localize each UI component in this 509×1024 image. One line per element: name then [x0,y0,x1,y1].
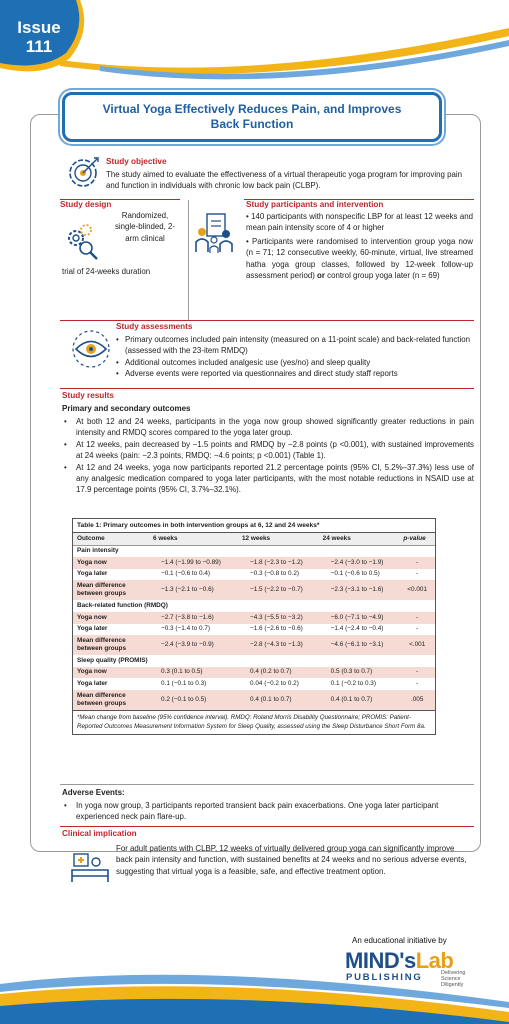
table-header-cell: p-value [399,533,435,545]
table-grid [73,533,435,710]
participants-bullet-2-pre: • Participants were randomised to intervention group yoga now (n = 71; 12 consecutive weekly, 60-minute, virtual, live streamed hatha yoga group classes, followed by 12-week follow-up assessment period) [246,236,473,281]
table-cell: - [399,557,435,569]
issue-word: Issue [17,18,61,37]
table-row-label: Yoga later [73,678,149,690]
title-box [62,92,442,142]
participants-bullet-2 [246,236,473,282]
table-group-row [73,655,435,667]
table-row-label: Mean difference between groups [73,580,149,600]
table-cell: 0.4 (0.2 to 0.7) [238,667,319,679]
bottom-wave-decoration [0,964,509,1024]
table-row [73,624,435,636]
results-heading: Study results [62,391,114,400]
table-group-label: Sleep quality (PROMIS) [73,655,435,667]
logo-tagline-line: Delivering [441,970,466,976]
assessment-item: • Primary outcomes included pain intensity (measured on a 11-point scale) and back-related function (assessed with the 23-item RMDQ) [116,334,476,357]
table-cell: 0.5 (0.3 to 0.7) [319,667,400,679]
clinical-heading: Clinical implication [62,829,137,838]
table-cell: −2.4 (−3.9 to −0.9) [149,635,238,655]
table-header-cell: 12 weeks [238,533,319,545]
table-cell: −2.8 (−4.3 to −1.3) [238,635,319,655]
logo-publishing: PUBLISHING [346,972,423,983]
table-cell: 0.2 (−0.1 to 0.5) [149,690,238,710]
table-row [73,690,435,710]
outcomes-table [72,518,436,735]
table-group-label: Back-related function (RMDQ) [73,600,435,612]
target-icon [65,155,101,191]
table-row [73,678,435,690]
table-cell: −2.3 (−3.1 to −1.6) [319,580,400,600]
table-cell: −1.4 (−2.4 to −0.4) [319,624,400,636]
table-row-label: Mean difference between groups [73,690,149,710]
objective-heading: Study objective [106,157,167,166]
design-heading: Study design [60,200,112,209]
column-divider [188,200,189,320]
table-cell: −0.3 (−1.4 to 0.7) [149,624,238,636]
design-text-b: trial of 24-weeks duration [62,267,151,276]
table-header-cell: 6 weeks [149,533,238,545]
table-row-label: Yoga later [73,569,149,581]
table-row [73,635,435,655]
assessments-divider [60,320,474,321]
table-row-label: Yoga now [73,667,149,679]
table-group-row [73,600,435,612]
adverse-item: • In yoga now group, 3 participants reported transient back pain exacerbations. One yoga later participant experienced neck pain flare-up. [62,800,474,823]
eye-analysis-icon [70,328,112,370]
participants-icon [193,212,235,256]
table-header-cell: Outcome [73,533,149,545]
table-cell: 0.04 (−0.2 to 0.2) [238,678,319,690]
table-cell: −0.1 (−0.6 to 0.4) [149,569,238,581]
results-subheading: Primary and secondary outcomes [62,404,191,413]
adverse-divider [60,784,474,785]
table-cell: <.001 [399,635,435,655]
table-header-row [73,533,435,545]
participants-bullet-1: • 140 participants with nonspecific LBP for at least 12 weeks and mean pain intensity score of 4 or higher [246,212,473,233]
results-list [62,416,474,496]
table-row-label: Yoga now [73,612,149,624]
table-row-label: Mean difference between groups [73,635,149,655]
table-cell: −2.4 (−3.0 to −1.9) [319,557,400,569]
assessments-list [116,334,476,380]
table-cell: −4.3 (−5.5 to −3.2) [238,612,319,624]
logo-tagline-line: Science [441,976,461,983]
adverse-heading: Adverse Events: [62,788,125,797]
logo-tagline-line: Diligently [441,982,464,989]
issue-number: 111 [25,37,53,56]
hospital-bed-icon [70,850,110,886]
table-group-label: Pain intensity [73,545,435,557]
table-cell: - [399,569,435,581]
initiative-text: An educational initiative by [352,936,447,945]
table-cell: - [399,612,435,624]
table-cell: - [399,624,435,636]
table-cell: −0.1 (−0.6 to 0.5) [319,569,400,581]
participants-text [246,211,473,281]
table-cell: 0.3 (0.1 to 0.5) [149,667,238,679]
assessments-heading: Study assessments [116,322,193,331]
table-cell: 0.1 (−0.2 to 0.3) [319,678,400,690]
table-row [73,569,435,581]
logo-lab-text: Lab [415,948,454,973]
page-title: Virtual Yoga Effectively Reduces Pain, and Improves Back Function [102,102,402,131]
table-row [73,580,435,600]
table-cell: −1.4 (−1.99 to −0.89) [149,557,238,569]
table-cell: - [399,678,435,690]
table-cell: −1.6 (−2.6 to −0.6) [238,624,319,636]
table-footnote: *Mean change from baseline (95% confidence interval). RMDQ: Roland Morris Disability Questionnaire; PROMIS: Patient-Reported Outcomes Measurement Information System for Sleep Quality, assessed using the Sleep Disturbance Short Form 8a. [73,710,435,734]
table-cell: 0.1 (−0.1 to 0.3) [149,678,238,690]
table-row [73,667,435,679]
table-row-label: Yoga now [73,557,149,569]
result-item: • At 12 weeks, pain decreased by −1.5 points and RMDQ by −2.8 points (p <0.001), with sustained improvements at 24 weeks (pain: −2.3 points, RMDQ: −4.6 points; p <0.001) (Table 1). [62,439,474,462]
result-item: • At 12 and 24 weeks, yoga now participants reported 21.2 percentage points (95% CI, 5.2%–37.3%) less use of any analgesic medication compared to yoga later participants, with the most notable reductions in NSAID use at 17.9 percentage points (95% CI, 3.7%–32.1%). [62,462,474,496]
table-body [73,545,435,710]
issue-label [0,18,78,56]
participants-bullet-2-or: or [317,271,325,281]
objective-text: The study aimed to evaluate the effectiveness of a virtual therapeutic yoga program for improving pain and function in individuals with chronic low back pain (CLBP). [106,170,463,191]
table-group-row [73,545,435,557]
table-header-cell: 24 weeks [319,533,400,545]
design-text-a: Randomized, single-blinded, 2-arm clinical [114,211,176,243]
table-cell: −0.3 (−0.8 to 0.2) [238,569,319,581]
table-cell: −2.7 (−3.8 to −1.6) [149,612,238,624]
table-cell: - [399,667,435,679]
table-row [73,612,435,624]
table-row-label: Yoga later [73,624,149,636]
table-cell: 0.4 (0.1 to 0.7) [238,690,319,710]
participants-heading: Study participants and intervention [246,200,384,209]
clinical-divider [60,826,474,827]
logo-main-text: MIND's [345,948,416,973]
table-cell: −1.3 (−2.1 to −0.6) [149,580,238,600]
assessment-item: • Adverse events were reported via questionnaires and direct study staff reports [116,368,476,379]
table-cell: −1.8 (−2.3 to −1.2) [238,557,319,569]
table-cell: −1.5 (−2.2 to −0.7) [238,580,319,600]
table-cell: .005 [399,690,435,710]
assessment-item: • Additional outcomes included analgesic use (yes/no) and sleep quality [116,357,476,368]
table-cell: 0.4 (0.1 to 0.7) [319,690,400,710]
table-row [73,557,435,569]
clinical-text: For adult patients with CLBP, 12 weeks of virtually delivered group yoga can significantly improve back pain intensity and function, with sustained benefits at 24 weeks and no serious adverse events, suggesting that virtual yoga is a feasible, safe, and effective treatment option. [116,844,467,876]
table-title: Table 1: Primary outcomes in both intervention groups at 6, 12 and 24 weeks* [73,519,435,533]
participants-bullet-2-post: control group yoga later (n = 69) [324,271,440,281]
table-cell: −6.0 (−7.1 to −4.9) [319,612,400,624]
results-divider [60,388,474,389]
table-cell: <0.001 [399,580,435,600]
gears-search-icon [62,222,102,262]
table-cell: −4.6 (−6.1 to −3.1) [319,635,400,655]
adverse-list [62,800,474,823]
result-item: • At both 12 and 24 weeks, participants in the yoga now group showed significantly greater reductions in pain intensity and RMDQ scores compared to the yoga later group. [62,416,474,439]
